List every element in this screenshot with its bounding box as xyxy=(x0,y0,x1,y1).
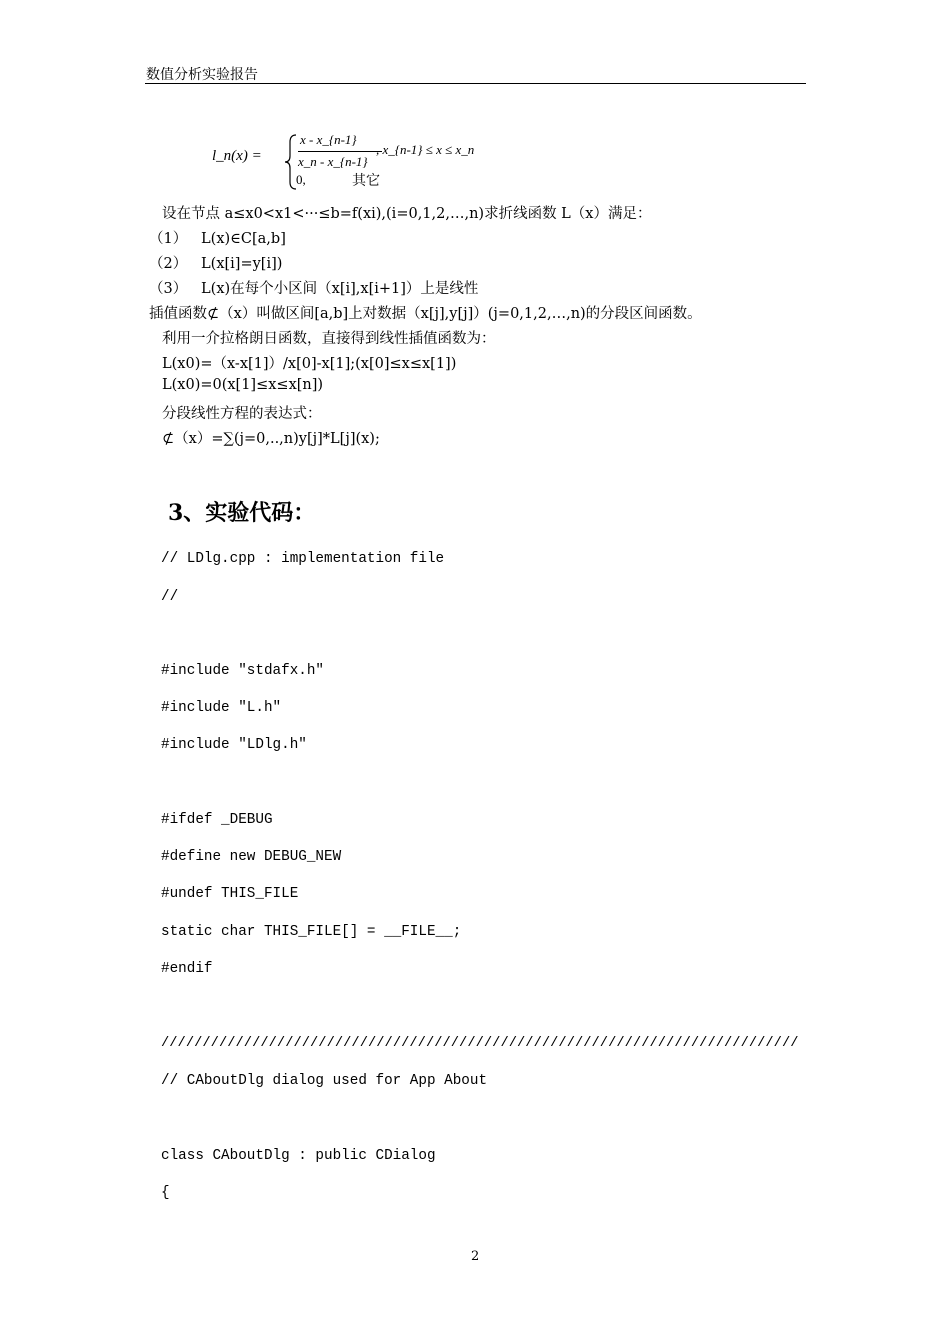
body-line: 设在节点 a≤x0<x1<···≤b=f(xi),(i=0,1,2,…,n)求折线函数 L（x）满足： xyxy=(162,206,652,222)
code-line: #undef THIS_FILE xyxy=(161,886,299,902)
fraction-bar xyxy=(298,151,382,152)
body-line: （3） L(x)在每个小区间（x[i],x[i+1]）上是线性 xyxy=(149,281,479,297)
formula-numerator: x - x_{n-1} xyxy=(300,132,357,147)
body-line: ⊄（x）=∑(j=0,..,n)y[j]*L[j](x); xyxy=(162,431,380,447)
code-line: #include "LDlg.h" xyxy=(161,737,307,753)
code-line: // LDlg.cpp : implementation file xyxy=(161,551,445,567)
code-line: // xyxy=(161,589,179,605)
code-line: #include "stdafx.h" xyxy=(161,663,325,679)
code-line: { xyxy=(161,1185,170,1201)
body-line: L(x0)=（x-x[1]）/x[0]-x[1];(x[0]≤x≤x[1]) xyxy=(162,356,457,372)
body-line: L(x0)=0(x[1]≤x≤x[n]) xyxy=(162,377,324,393)
header-rule xyxy=(145,83,806,84)
header-title: 数值分析实验报告 xyxy=(146,67,258,83)
code-line: ///////////////////////////////////////////////////////////////////////////// xyxy=(161,1036,799,1051)
code-line: // CAboutDlg dialog used for App About xyxy=(161,1073,488,1089)
formula-condition: , x_{n-1} ≤ x ≤ x_n xyxy=(376,142,475,157)
code-line: #define new DEBUG_NEW xyxy=(161,849,342,865)
formula-zero: 0, xyxy=(296,172,306,187)
code-line: #endif xyxy=(161,961,213,977)
formula-denominator: x_n - x_{n-1} xyxy=(298,154,368,169)
page-number: 2 xyxy=(471,1249,480,1264)
formula-otherwise: 其它 xyxy=(352,174,380,189)
code-line: #include "L.h" xyxy=(161,700,282,716)
code-line: #ifdef _DEBUG xyxy=(161,812,273,828)
body-line: （1） L(x)∈C[a,b] xyxy=(149,231,286,247)
body-line: 利用一介拉格朗日函数，直接得到线性插值函数为： xyxy=(162,331,496,347)
code-line: static char THIS_FILE[] = __FILE__; xyxy=(161,924,462,940)
body-line: 分段线性方程的表达式： xyxy=(162,406,322,422)
section-heading: 3、实验代码： xyxy=(168,500,316,526)
body-line: （2） L(x[i]=y[i]) xyxy=(149,256,283,272)
formula-lhs: l_n(x) = xyxy=(212,148,262,164)
body-line: 插值函数⊄（x）叫做区间[a,b]上对数据（x[j],y[j]）(j=0,1,2,…,n)的分段区间函数。 xyxy=(149,306,702,322)
piecewise-formula xyxy=(212,128,532,196)
code-line: class CAboutDlg : public CDialog xyxy=(161,1148,436,1164)
